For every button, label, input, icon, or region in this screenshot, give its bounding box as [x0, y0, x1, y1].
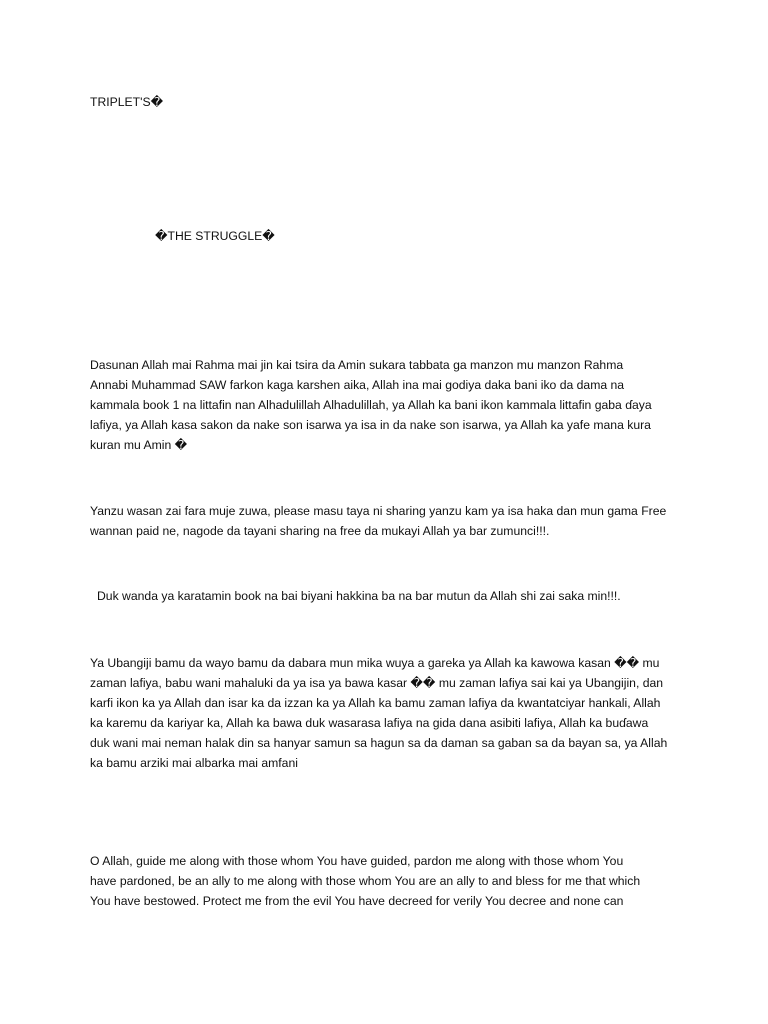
paragraph-line: You have bestowed. Protect me from the evil You have decreed for verily You decree and none can	[90, 894, 624, 908]
paragraph-line: lafiya, ya Allah kasa sakon da nake son isarwa ya isa in da nake son isarwa, ya Allah ka yafe mana kura	[90, 418, 651, 432]
paragraph-line: Dasunan Allah mai Rahma mai jin kai tsira da Amin sukara tabbata ga manzon mu manzon Rahma	[90, 358, 624, 372]
paragraph-peace-prayer	[90, 653, 690, 773]
paragraph-line: Ya Ubangiji bamu da wayo bamu da dabara mun mika wuya a gareka ya Allah ka kawowa kasan �� mu	[90, 656, 660, 670]
paragraph-warning	[97, 586, 697, 606]
paragraph-line: Duk wanda ya karatamin book na bai biyani hakkina ba na bar mutun da Allah shi zai saka min!!!.	[97, 589, 621, 603]
paragraph-line: zaman lafiya, babu wani mahaluki da ya isa ya bawa kasar �� mu zaman lafiya sai kai ya Ubangijin, dan	[90, 676, 664, 690]
document-title	[90, 92, 690, 112]
paragraph-line: karfi ikon ka ya Allah dan isar ka da izzan ka ya Allah ka bamu zaman lafiya da kwantatciyar hankali, Allah	[90, 696, 661, 710]
paragraph-line: ka karemu da kariyar ka, Allah ka bawa duk wasarasa lafiya na gida dana asibiti lafiya, Allah ka buɗawa	[90, 716, 649, 730]
document-subtitle	[155, 226, 755, 246]
paragraph-line: duk wani mai neman halak din sa hanyar samun sa hagun sa da daman sa gaban sa da bayan sa, ya Allah	[90, 736, 668, 750]
paragraph-line: kammala book 1 na littafin nan Alhadulillah Alhadulillah, ya Allah ka bani ikon kammala littafin gaba ɗaya	[90, 398, 652, 412]
paragraph-opening-prayer	[90, 355, 690, 455]
paragraph-line: have pardoned, be an ally to me along with those whom You are an ally to and bless for me that which	[90, 874, 641, 888]
paragraph-sharing-note	[90, 501, 690, 541]
paragraph-english-dua	[90, 851, 690, 911]
paragraph-line: wannan paid ne, nagode da tayani sharing na free da mukayi Allah ya bar zumunci!!!.	[90, 524, 550, 538]
paragraph-line: ka bamu arziki mai albarka mai amfani	[90, 756, 298, 770]
subtitle-text: �THE STRUGGLE�	[155, 229, 275, 243]
paragraph-line: Yanzu wasan zai fara muje zuwa, please masu taya ni sharing yanzu kam ya isa haka dan mun gama Free	[90, 504, 667, 518]
title-text: TRIPLET'S�	[90, 95, 164, 109]
paragraph-line: O Allah, guide me along with those whom You have guided, pardon me along with those whom You	[90, 854, 624, 868]
paragraph-line: Annabi Muhammad SAW farkon kaga karshen aika, Allah ina mai godiya daka bani iko da dama na	[90, 378, 625, 392]
paragraph-line: kuran mu Amin �	[90, 438, 188, 452]
